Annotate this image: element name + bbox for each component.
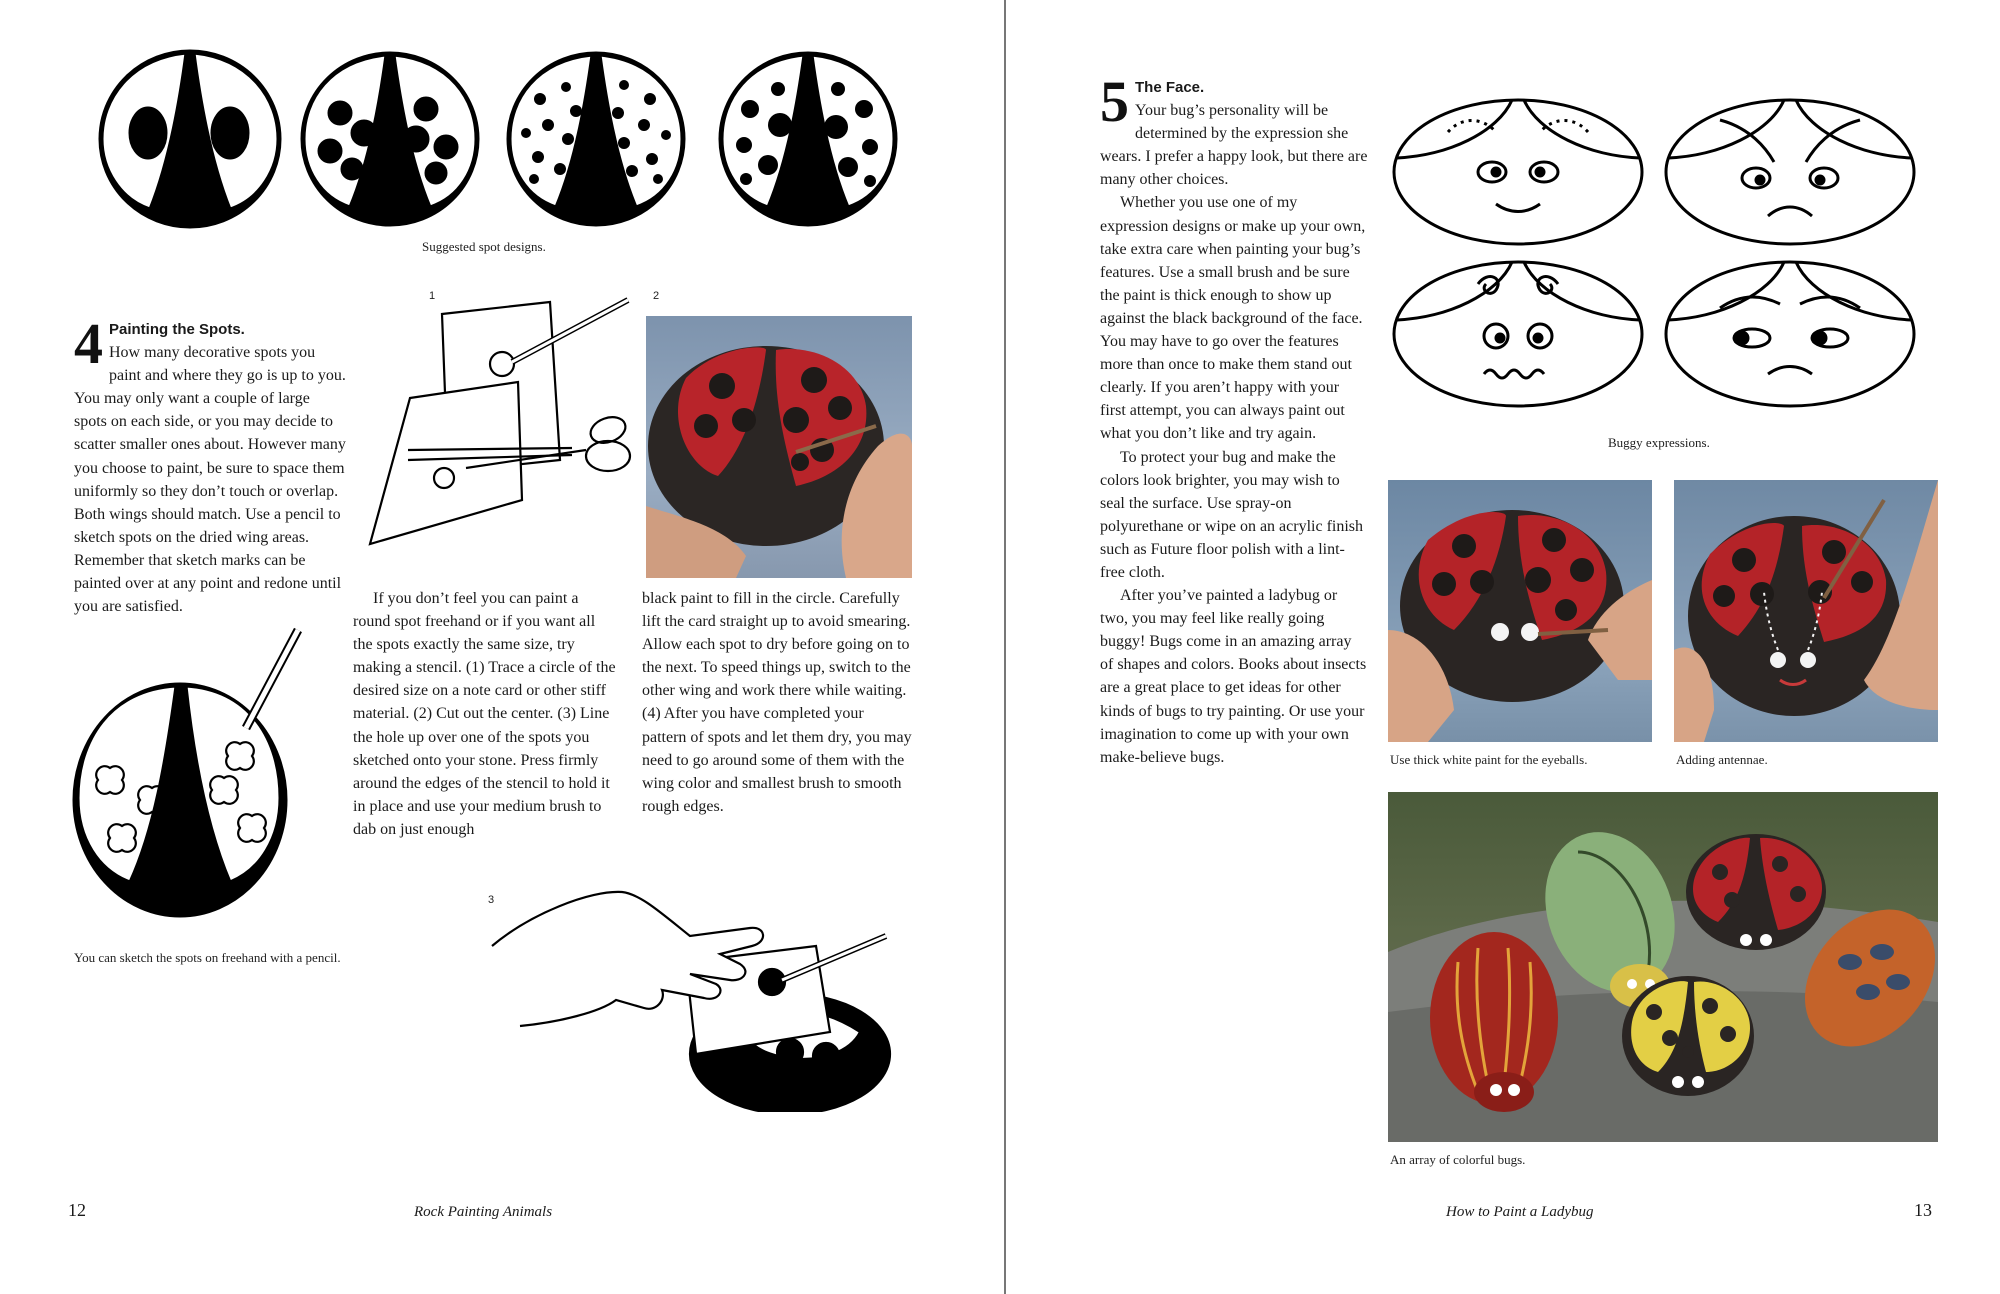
eyeballs-photo [1388, 480, 1652, 742]
stencil-paragraph-2: black paint to fill in the circle. Carefully lift the card straight up to avoid smearing. Allow each spot to dry before going on to the next. To speed things up, switch to the other wing and work there while waiting. (4) After you have completed your pattern of spots and let them dry, you may need to go around some of them with the wing color and smallest brush to smooth rough edges. [642, 590, 912, 815]
colorful-bugs-photo [1388, 792, 1938, 1142]
step5-paragraph-4: After you’ve painted a ladybug or two, you may feel like really going buggy! Bugs come in an amazing array of shapes and colors. Books about insects are a great place to get ideas for other kinds of bugs to try painting. Or use your imagination to come up with your own make-believe bugs. [1100, 587, 1367, 766]
step4-title: Painting the Spots. [109, 321, 245, 338]
step5-paragraph-2: Whether you use one of my expression designs or make up your own, take extra care when painting your bug’s features. Use a small brush and be sure the paint is thick enough to show up against the black background of the face. You may have to go over the features more than once to make them stand out clearly. If you aren’t happy with your first attempt, you can always paint out what you don’t like and try again. [1100, 194, 1366, 443]
figure-label-2: 2 [653, 290, 660, 302]
right-page-number: 13 [1914, 1200, 1932, 1220]
right-running-title: How to Paint a Ladybug [1446, 1204, 1594, 1220]
spot-designs-caption: Suggested spot designs. [422, 239, 546, 254]
figure-label-3: 3 [488, 894, 495, 906]
antennae-photo [1674, 480, 1938, 742]
spot-designs-illustration [96, 44, 906, 234]
left-running-title: Rock Painting Animals [414, 1204, 553, 1220]
freehand-sketch-drawing [70, 620, 310, 940]
array-caption: An array of colorful bugs. [1390, 1152, 1526, 1167]
step4-number: 4 [74, 311, 103, 376]
stencil-cutting-drawing [346, 290, 646, 580]
left-page-number: 12 [68, 1200, 86, 1220]
step5-number: 5 [1100, 69, 1129, 134]
eyeballs-caption: Use thick white paint for the eyeballs. [1390, 752, 1588, 767]
page-gutter [1004, 0, 1006, 1294]
stencil-hand-drawing [490, 862, 910, 1112]
stencil-paragraph-1: If you don’t feel you can paint a round spot freehand or if you want all the spots exactly the same size, try making a stencil. (1) Trace a circle of the desired size on a note card or other stiff material. (2) Cut out the center. (3) Line the hole up over one of the spots you sketched onto your stone. Press firmly around the edges of the stencil to hold it in place and use your medium brush to dab on just enough [353, 590, 616, 838]
stencil-column-1 [353, 587, 617, 841]
step4-section [74, 311, 346, 618]
step5-paragraph-3: To protect your bug and make the colors look brighter, you may wish to seal the surface. Use spray-on polyurethane or wipe on an acrylic finish such as Future floor polish with a lint-free cloth. [1100, 448, 1364, 581]
figure-label-1: 1 [429, 290, 436, 302]
sketch-caption: You can sketch the spots on freehand with a pencil. [74, 950, 341, 965]
painting-spot-photo [646, 316, 912, 578]
step5-section [1100, 69, 1368, 769]
step5-title: The Face. [1135, 79, 1205, 96]
step5-paragraph-1: Your bug’s personality will be determined by the expression she wears. I prefer a happy look, but there are many other choices. [1100, 102, 1368, 189]
step4-paragraph: How many decorative spots you paint and where they go is up to you. You may only want a couple of large spots on each side, or you may decide to scatter smaller ones about. However many you choose to paint, be sure to space them uniformly so they don’t touch or overlap. Both wings should match. Use a pencil to sketch spots on the dried wing areas. Remember that sketch marks can be painted over at any point and redone until you are satisfied. [74, 344, 346, 616]
stencil-column-2 [642, 587, 912, 818]
buggy-expressions-illustration [1390, 90, 1930, 430]
expressions-caption: Buggy expressions. [1608, 435, 1710, 450]
antennae-caption: Adding antennae. [1676, 752, 1768, 767]
